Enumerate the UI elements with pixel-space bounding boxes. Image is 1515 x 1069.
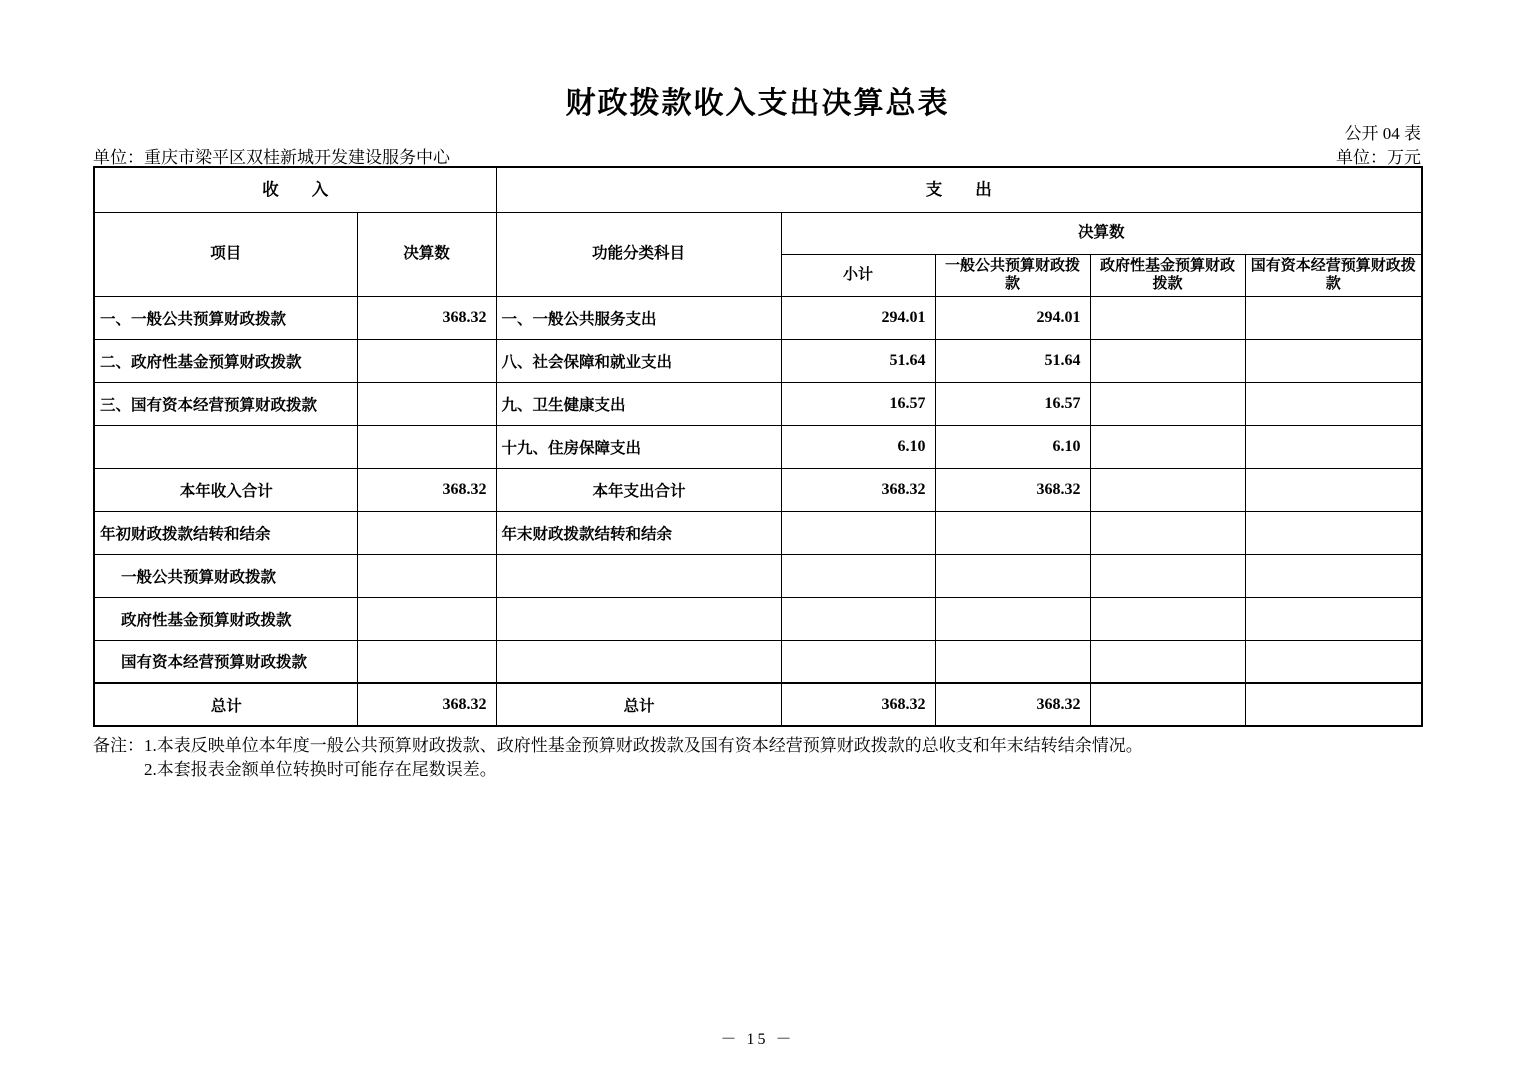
note-line-2: 2.本套报表金额单位转换时可能存在尾数误差。	[144, 760, 497, 780]
general-budget-cell	[935, 511, 1090, 554]
header-government-fund-budget: 政府性基金预算财政拨款	[1090, 254, 1245, 296]
header-income: 收 入	[94, 167, 496, 212]
expense-item-cell: 本年支出合计	[496, 468, 781, 511]
subtotal-cell: 368.32	[781, 468, 935, 511]
subtotal-cell: 51.64	[781, 339, 935, 382]
expense-item-cell: 总计	[496, 683, 781, 726]
money-unit: 单位：万元	[1336, 148, 1421, 167]
fund-budget-cell	[1090, 339, 1245, 382]
table-code: 公开 04 表	[1344, 124, 1421, 143]
subtotal-cell	[781, 511, 935, 554]
subtotal-cell	[781, 554, 935, 597]
fiscal-table-wrap	[93, 166, 1423, 727]
table-row	[94, 640, 1422, 683]
income-value-cell: 368.32	[357, 683, 496, 726]
capital-budget-cell	[1245, 425, 1422, 468]
fund-budget-cell	[1090, 640, 1245, 683]
fund-budget-cell	[1090, 554, 1245, 597]
subtotal-cell: 6.10	[781, 425, 935, 468]
fund-budget-cell	[1090, 511, 1245, 554]
table-row-grand-total	[94, 683, 1422, 726]
income-item-cell: 一般公共预算财政拨款	[94, 554, 357, 597]
fund-budget-cell	[1090, 296, 1245, 339]
subtotal-cell: 294.01	[781, 296, 935, 339]
capital-budget-cell	[1245, 640, 1422, 683]
report-title: 财政拨款收入支出决算总表	[565, 87, 950, 120]
income-item-cell: 二、政府性基金预算财政拨款	[94, 339, 357, 382]
fund-budget-cell	[1090, 683, 1245, 726]
fund-budget-cell	[1090, 468, 1245, 511]
capital-budget-cell	[1245, 554, 1422, 597]
general-budget-cell: 368.32	[935, 468, 1090, 511]
table-row	[94, 425, 1422, 468]
table-row	[94, 511, 1422, 554]
capital-budget-cell	[1245, 339, 1422, 382]
fund-budget-cell	[1090, 597, 1245, 640]
general-budget-cell	[935, 554, 1090, 597]
capital-budget-cell	[1245, 296, 1422, 339]
general-budget-cell: 51.64	[935, 339, 1090, 382]
table-row-yearly-total	[94, 468, 1422, 511]
note-line-1: 1.本表反映单位本年度一般公共预算财政拨款、政府性基金预算财政拨款及国有资本经营预算财政拨款的总收支和年末结转结余情况。	[144, 736, 1143, 755]
header-item: 项目	[94, 212, 357, 296]
expense-item-cell	[496, 640, 781, 683]
notes-lines	[144, 735, 1143, 783]
capital-budget-cell	[1245, 468, 1422, 511]
header-state-capital-budget: 国有资本经营预算财政拨款	[1245, 254, 1422, 296]
header-final-amount-group: 决算数	[781, 212, 1422, 254]
page-number: － 15 －	[720, 1031, 795, 1048]
expense-item-cell	[496, 554, 781, 597]
table-row	[94, 296, 1422, 339]
general-budget-cell	[935, 597, 1090, 640]
header-subtotal: 小计	[781, 254, 935, 296]
fund-budget-cell	[1090, 382, 1245, 425]
table-row	[94, 597, 1422, 640]
expense-item-cell: 九、卫生健康支出	[496, 382, 781, 425]
notes-label: 备注：	[93, 736, 144, 755]
header-final-amount: 决算数	[357, 212, 496, 296]
capital-budget-cell	[1245, 511, 1422, 554]
capital-budget-cell	[1245, 683, 1422, 726]
fiscal-table	[93, 166, 1423, 727]
expense-item-cell: 十九、住房保障支出	[496, 425, 781, 468]
notes	[93, 735, 1425, 783]
capital-budget-cell	[1245, 382, 1422, 425]
fund-budget-cell	[1090, 425, 1245, 468]
income-value-cell	[357, 425, 496, 468]
header-row-columns	[94, 212, 1422, 254]
income-value-cell	[357, 339, 496, 382]
expense-item-cell: 年末财政拨款结转和结余	[496, 511, 781, 554]
income-value-cell: 368.32	[357, 468, 496, 511]
expense-item-cell: 八、社会保障和就业支出	[496, 339, 781, 382]
income-value-cell	[357, 554, 496, 597]
table-row	[94, 554, 1422, 597]
income-item-cell: 三、国有资本经营预算财政拨款	[94, 382, 357, 425]
income-value-cell	[357, 640, 496, 683]
subtotal-cell	[781, 640, 935, 683]
table-row	[94, 382, 1422, 425]
income-item-cell: 政府性基金预算财政拨款	[94, 597, 357, 640]
header-functional-subject: 功能分类科目	[496, 212, 781, 296]
header-expenditure: 支 出	[496, 167, 1422, 212]
table-row	[94, 339, 1422, 382]
capital-budget-cell	[1245, 597, 1422, 640]
header-row-sections	[94, 167, 1422, 212]
income-value-cell	[357, 382, 496, 425]
header-general-public-budget: 一般公共预算财政拨款	[935, 254, 1090, 296]
subtotal-cell	[781, 597, 935, 640]
income-item-cell: 总计	[94, 683, 357, 726]
income-item-cell: 年初财政拨款结转和结余	[94, 511, 357, 554]
subtotal-cell: 16.57	[781, 382, 935, 425]
general-budget-cell: 16.57	[935, 382, 1090, 425]
general-budget-cell: 368.32	[935, 683, 1090, 726]
income-item-cell: 国有资本经营预算财政拨款	[94, 640, 357, 683]
org-unit: 单位：重庆市梁平区双桂新城开发建设服务中心	[93, 148, 450, 167]
income-item-cell: 一、一般公共预算财政拨款	[94, 296, 357, 339]
income-item-cell	[94, 425, 357, 468]
subtotal-cell: 368.32	[781, 683, 935, 726]
income-item-cell: 本年收入合计	[94, 468, 357, 511]
income-value-cell	[357, 597, 496, 640]
income-value-cell	[357, 511, 496, 554]
expense-item-cell	[496, 597, 781, 640]
general-budget-cell: 294.01	[935, 296, 1090, 339]
general-budget-cell: 6.10	[935, 425, 1090, 468]
general-budget-cell	[935, 640, 1090, 683]
income-value-cell: 368.32	[357, 296, 496, 339]
expense-item-cell: 一、一般公共服务支出	[496, 296, 781, 339]
meta-row	[93, 143, 1421, 168]
